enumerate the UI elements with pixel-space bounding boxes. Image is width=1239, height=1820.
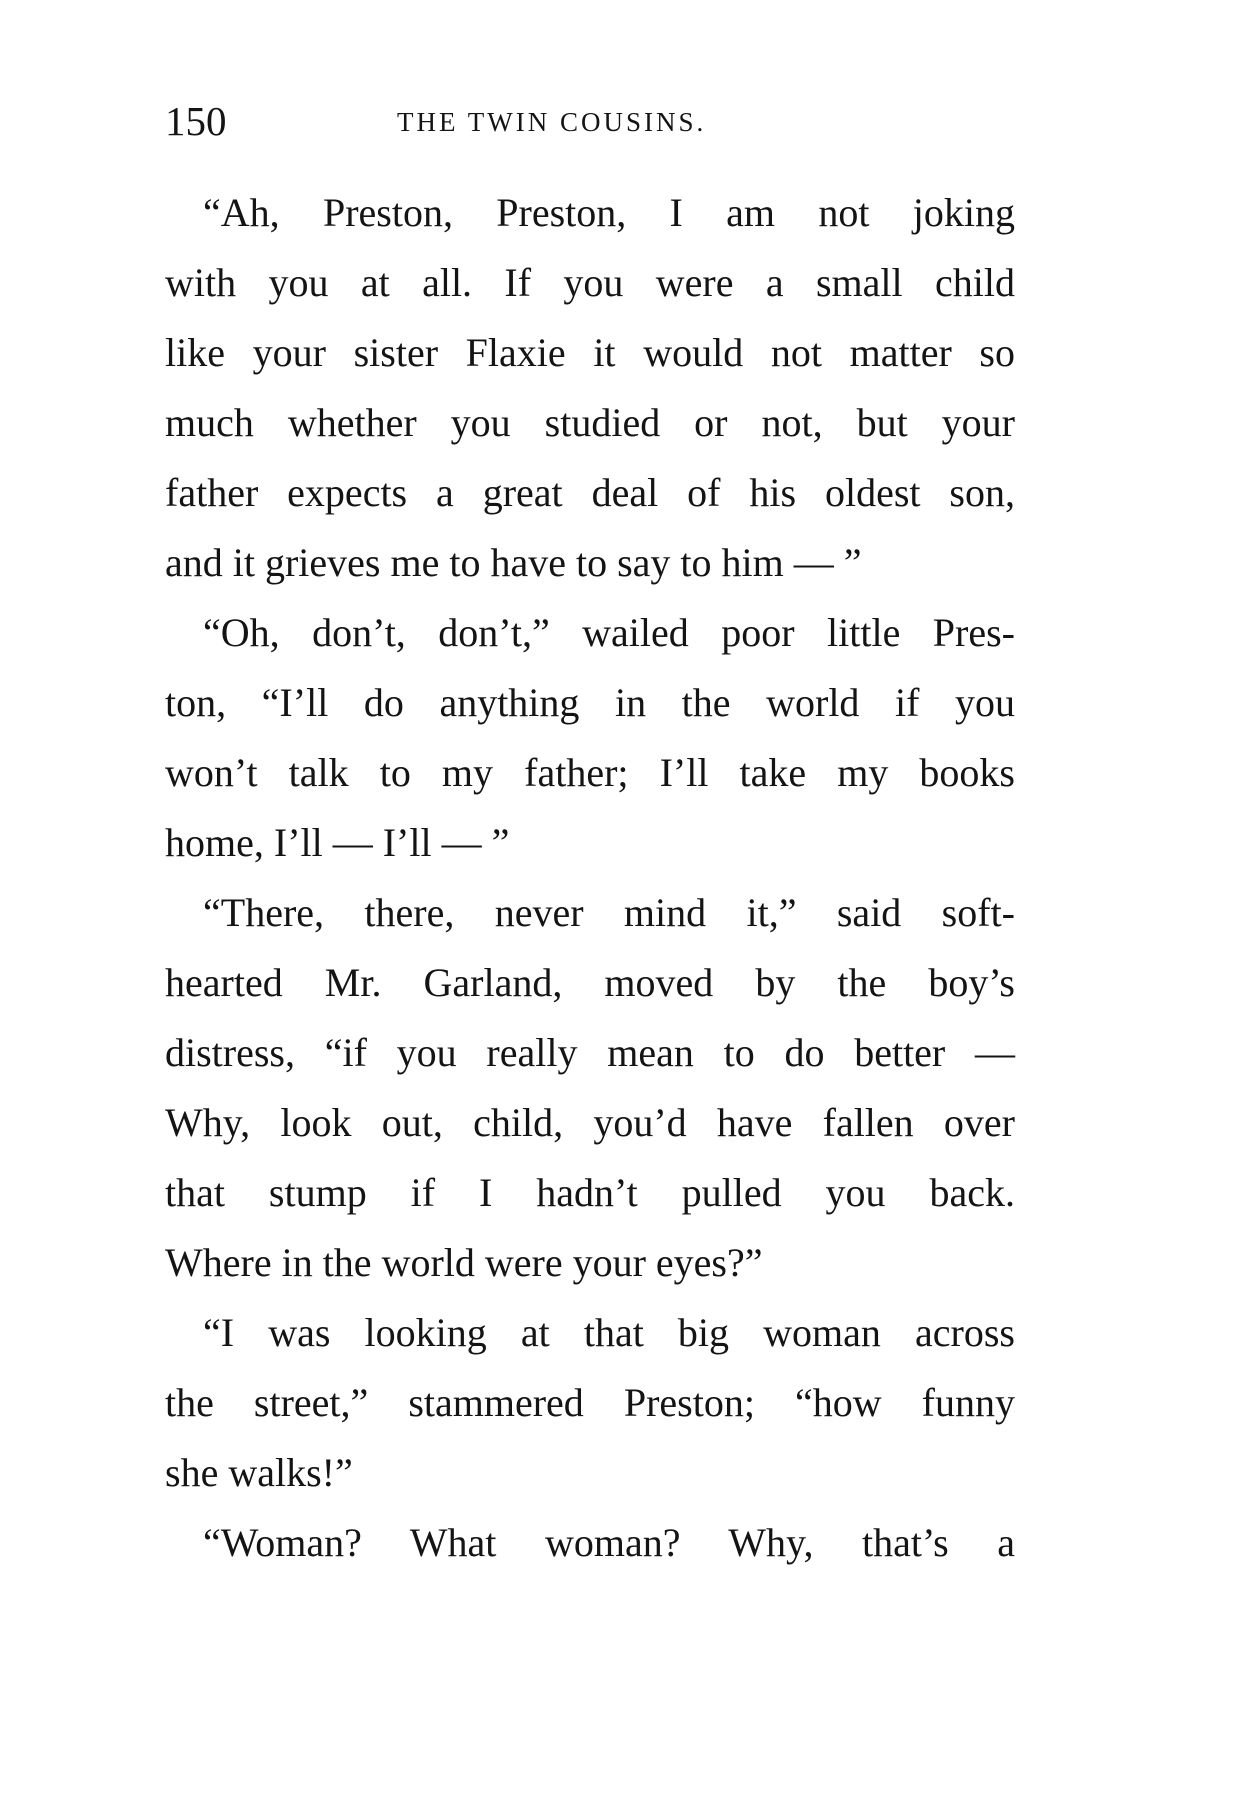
text-line: “There, there, never mind it,” said soft- xyxy=(203,890,1015,935)
text-line: home, I’ll — I’ll — ” xyxy=(165,820,510,865)
text-line: and it grieves me to have to say to him — ” xyxy=(165,540,862,585)
text-line: father expects a great deal of his oldest son, xyxy=(165,470,1015,515)
text-line: “Ah, Preston, Preston, I am not joking xyxy=(203,190,1015,235)
text-line: ton, “I’ll do anything in the world if you xyxy=(165,680,1015,725)
text-line: that stump if I hadn’t pulled you back. xyxy=(165,1170,1015,1215)
text-line: distress, “if you really mean to do better — xyxy=(165,1030,1015,1075)
text-line: won’t talk to my father; I’ll take my books xyxy=(165,750,1015,795)
text-line: “Woman? What woman? Why, that’s a xyxy=(203,1520,1015,1565)
page-number: 150 xyxy=(165,98,227,144)
text-line: “I was looking at that big woman across xyxy=(203,1310,1015,1355)
text-line: Why, look out, child, you’d have fallen over xyxy=(165,1100,1015,1145)
text-line: like your sister Flaxie it would not matter so xyxy=(165,330,1015,375)
text-line: Where in the world were your eyes?” xyxy=(165,1240,763,1285)
text-line: hearted Mr. Garland, moved by the boy’s xyxy=(165,960,1015,1005)
running-title: THE TWIN COUSINS. xyxy=(397,107,707,137)
text-line: the street,” stammered Preston; “how funny xyxy=(165,1380,1015,1425)
page-header xyxy=(165,96,1015,146)
text-line: she walks!” xyxy=(165,1450,353,1495)
text-line: “Oh, don’t, don’t,” wailed poor little Pres- xyxy=(203,610,1015,655)
text-line: with you at all. If you were a small child xyxy=(165,260,1015,305)
body-text xyxy=(165,178,1015,1578)
text-line: much whether you studied or not, but your xyxy=(165,400,1015,445)
